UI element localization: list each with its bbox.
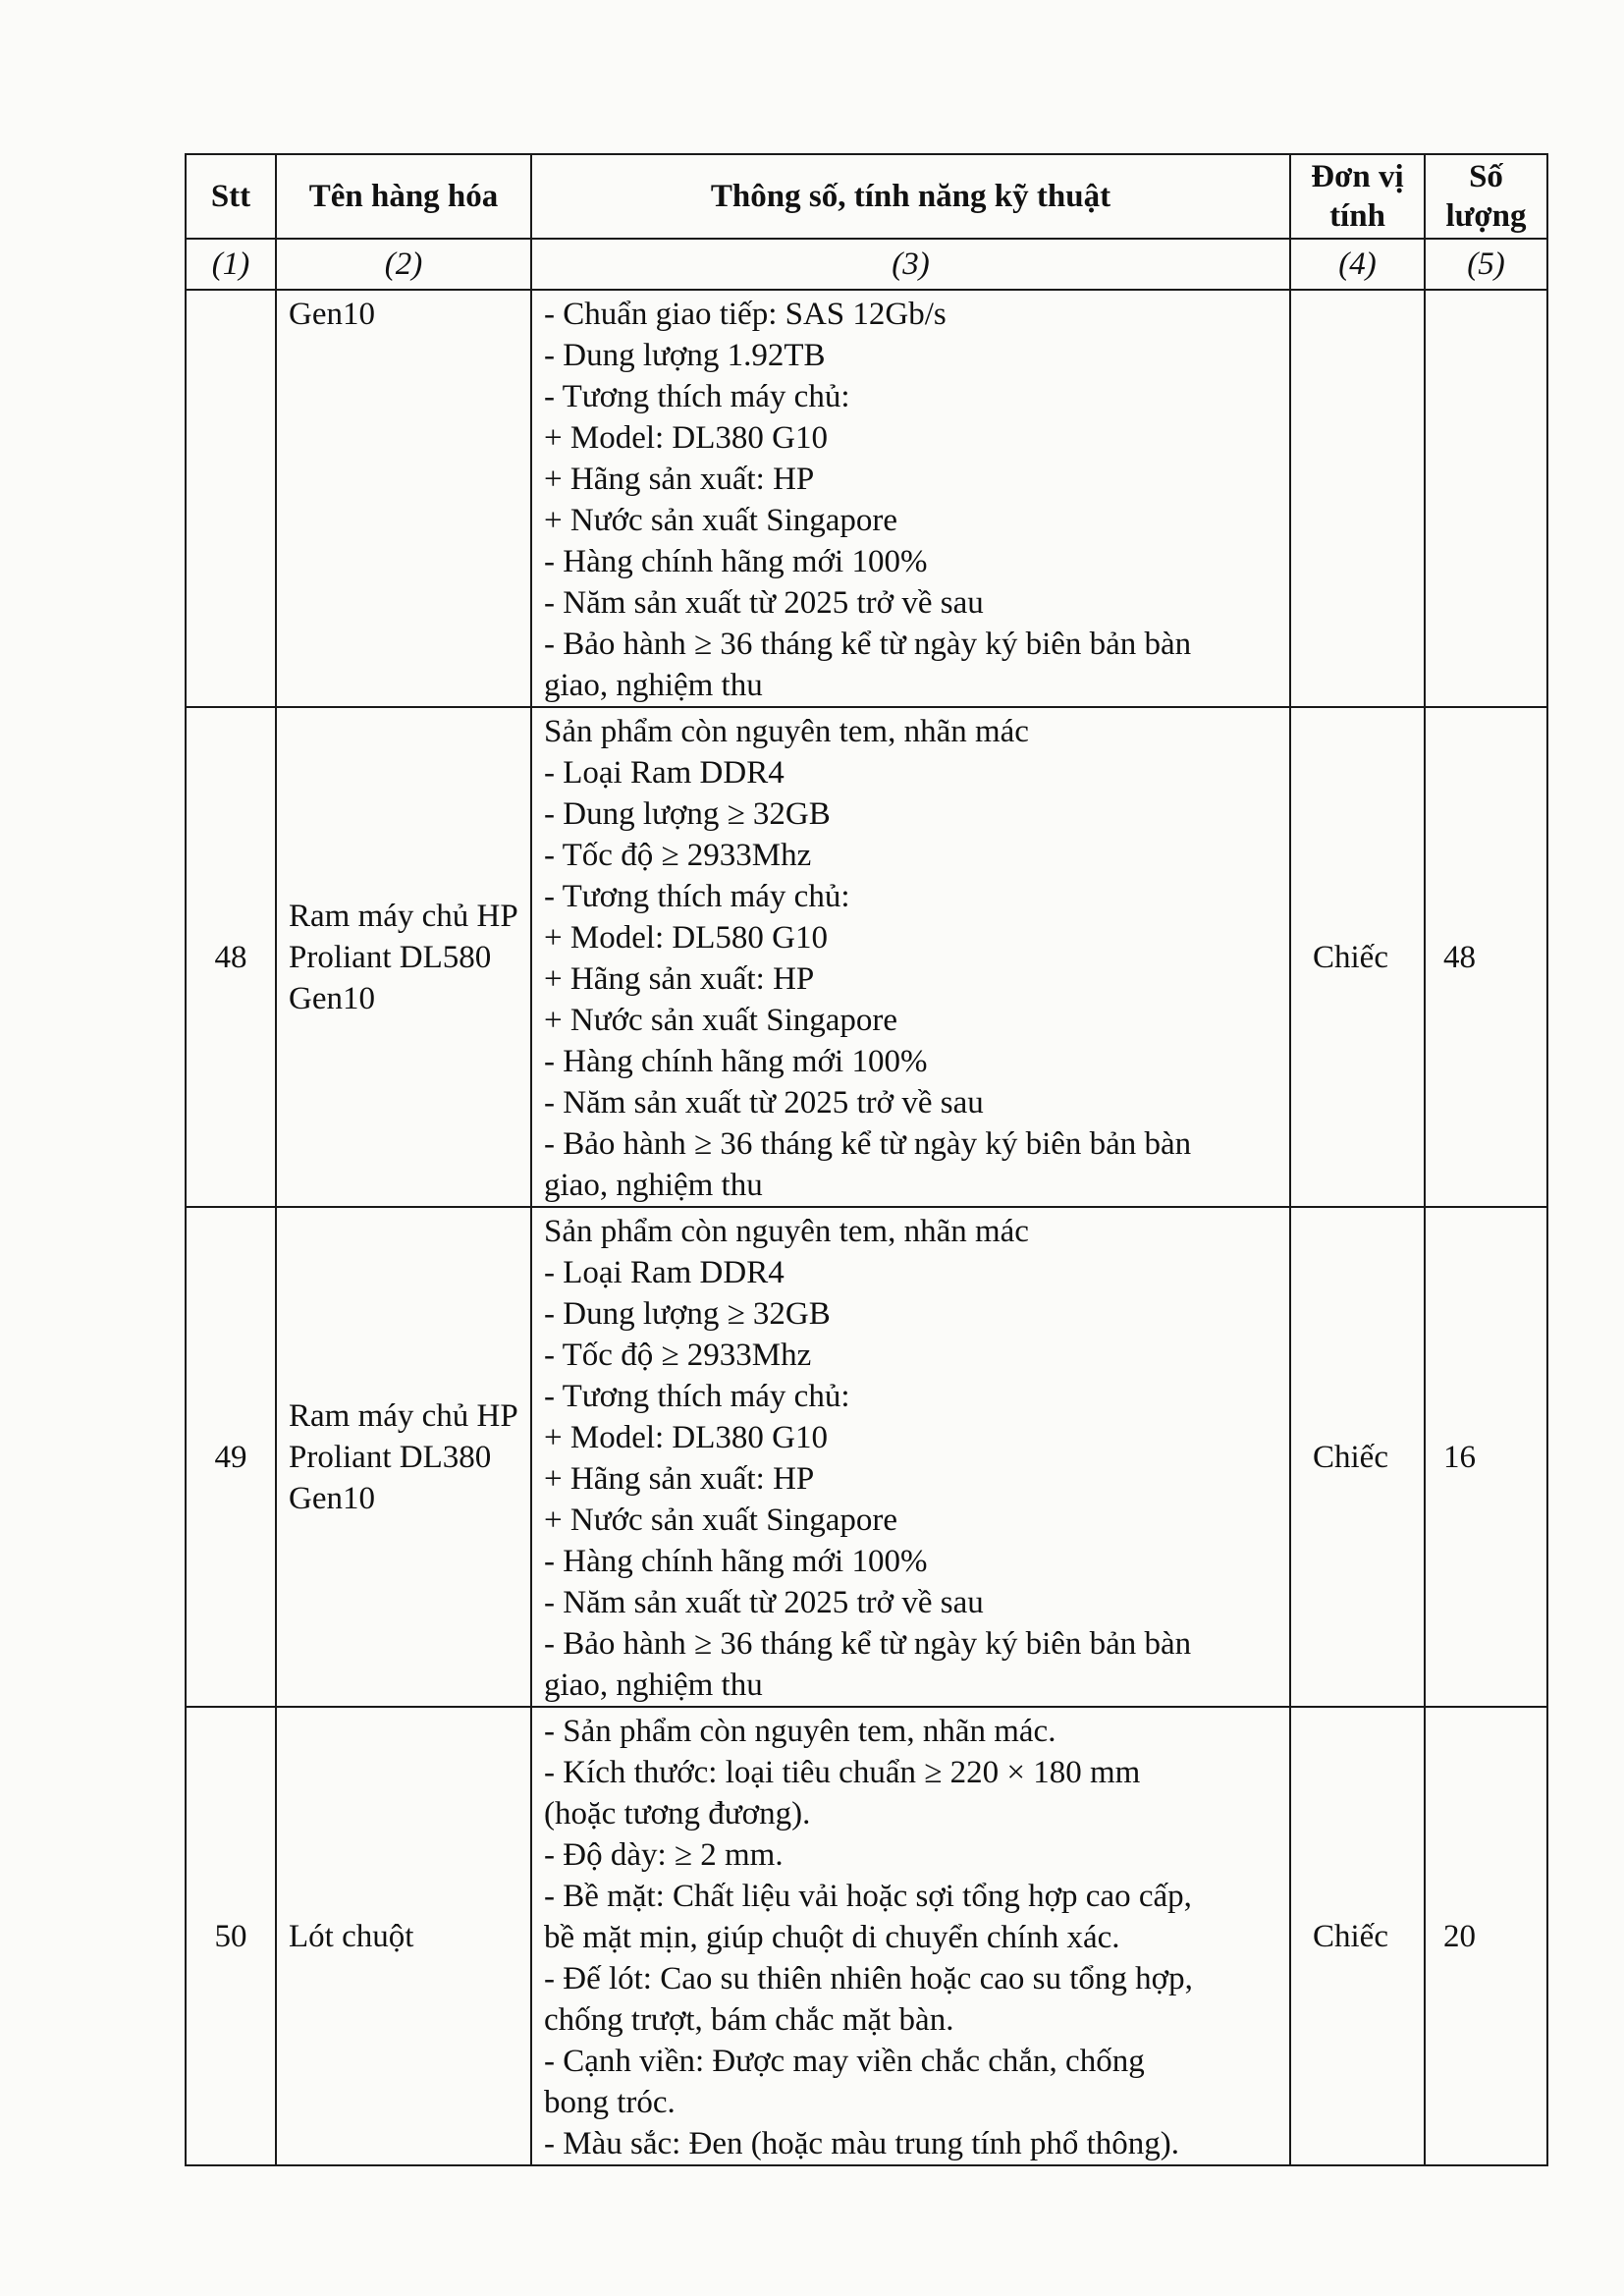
row-stt: 50	[186, 1707, 276, 2165]
row-name: Lót chuột	[276, 1707, 531, 2165]
spec-line: - Dung lượng ≥ 32GB	[544, 796, 831, 832]
spec-line: chống trượt, bám chắc mặt bàn.	[544, 2002, 954, 2038]
spec-line: - Dung lượng ≥ 32GB	[544, 1296, 831, 1332]
spec-line: - Dung lượng 1.92TB	[544, 338, 826, 373]
spec-line: bong tróc.	[544, 2085, 676, 2120]
spec-line: + Hãng sản xuất: HP	[544, 1461, 815, 1497]
spec-line: + Nước sản xuất Singapore	[544, 1003, 898, 1038]
spec-line: - Kích thước: loại tiêu chuẩn ≥ 220 × 180 mm	[544, 1755, 1141, 1790]
row-spec	[531, 707, 1290, 1207]
spec-line: - Năm sản xuất từ 2025 trở về sau	[544, 585, 984, 621]
spec-line: - Độ dày: ≥ 2 mm.	[544, 1837, 784, 1873]
row-stt	[186, 290, 276, 707]
spec-line: - Cạnh viền: Được may viền chắc chắn, chống	[544, 2044, 1145, 2079]
spec-line: + Model: DL380 G10	[544, 420, 829, 456]
spec-line: + Hãng sản xuất: HP	[544, 462, 815, 497]
spec-line: - Tương thích máy chủ:	[544, 1379, 850, 1414]
table-row	[186, 1207, 1547, 1707]
spec-line: - Tốc độ ≥ 2933Mhz	[544, 1338, 812, 1373]
column-number: (1)	[186, 239, 276, 290]
header-unit: Đơn vị tính	[1290, 154, 1425, 239]
row-unit: Chiếc	[1290, 1707, 1425, 2165]
row-qty: 16	[1425, 1207, 1547, 1707]
row-qty: 48	[1425, 707, 1547, 1207]
spec-line: - Loại Ram DDR4	[544, 755, 785, 791]
row-unit	[1290, 290, 1425, 707]
table-row	[186, 290, 1547, 707]
spec-line: - Tương thích máy chủ:	[544, 879, 850, 914]
spec-line: - Bảo hành ≥ 36 tháng kể từ ngày ký biên bản bàn	[544, 1626, 1192, 1662]
spec-line: + Model: DL380 G10	[544, 1420, 829, 1455]
spec-line: + Nước sản xuất Singapore	[544, 1503, 898, 1538]
spec-line: bề mặt mịn, giúp chuột di chuyển chính xác.	[544, 1920, 1120, 1955]
header-qty: Số lượng	[1425, 154, 1547, 239]
row-name: Ram máy chủ HP Proliant DL580 Gen10	[276, 707, 531, 1207]
spec-table	[185, 153, 1548, 2166]
table-row	[186, 1707, 1547, 2165]
row-unit: Chiếc	[1290, 707, 1425, 1207]
header-name: Tên hàng hóa	[276, 154, 531, 239]
spec-line: giao, nghiệm thu	[544, 1667, 763, 1703]
spec-line: - Bảo hành ≥ 36 tháng kể từ ngày ký biên bản bàn	[544, 627, 1192, 662]
spec-line: + Nước sản xuất Singapore	[544, 503, 898, 538]
header-stt: Stt	[186, 154, 276, 239]
spec-line: - Năm sản xuất từ 2025 trở về sau	[544, 1585, 984, 1620]
spec-line: - Bề mặt: Chất liệu vải hoặc sợi tổng hợp cao cấp,	[544, 1879, 1192, 1914]
spec-line: giao, nghiệm thu	[544, 668, 763, 703]
row-name: Gen10	[276, 290, 531, 707]
spec-line: - Năm sản xuất từ 2025 trở về sau	[544, 1085, 984, 1121]
spec-line: - Loại Ram DDR4	[544, 1255, 785, 1290]
column-number: (4)	[1290, 239, 1425, 290]
row-unit: Chiếc	[1290, 1207, 1425, 1707]
spec-line: Sản phẩm còn nguyên tem, nhãn mác	[544, 714, 1029, 749]
spec-line: - Hàng chính hãng mới 100%	[544, 1544, 928, 1579]
header-spec: Thông số, tính năng kỹ thuật	[531, 154, 1290, 239]
spec-line: - Đế lót: Cao su thiên nhiên hoặc cao su tổng hợp,	[544, 1961, 1193, 1996]
row-stt: 49	[186, 1207, 276, 1707]
row-spec	[531, 1207, 1290, 1707]
row-qty	[1425, 290, 1547, 707]
column-number: (2)	[276, 239, 531, 290]
spec-line: - Tương thích máy chủ:	[544, 379, 850, 414]
spec-line: - Tốc độ ≥ 2933Mhz	[544, 838, 812, 873]
row-stt: 48	[186, 707, 276, 1207]
column-number: (5)	[1425, 239, 1547, 290]
spec-line: - Bảo hành ≥ 36 tháng kể từ ngày ký biên bản bàn	[544, 1126, 1192, 1162]
spec-line: - Chuẩn giao tiếp: SAS 12Gb/s	[544, 297, 947, 332]
row-spec	[531, 1707, 1290, 2165]
spec-line: giao, nghiệm thu	[544, 1168, 763, 1203]
spec-line: - Hàng chính hãng mới 100%	[544, 544, 928, 579]
header-row	[186, 154, 1547, 239]
row-spec	[531, 290, 1290, 707]
spec-line: Sản phẩm còn nguyên tem, nhãn mác	[544, 1214, 1029, 1249]
spec-line: - Màu sắc: Đen (hoặc màu trung tính phổ thông).	[544, 2126, 1180, 2161]
spec-line: + Model: DL580 G10	[544, 920, 829, 956]
spec-line: - Sản phẩm còn nguyên tem, nhãn mác.	[544, 1714, 1056, 1749]
table-row	[186, 707, 1547, 1207]
spec-line: (hoặc tương đương).	[544, 1796, 811, 1831]
row-qty: 20	[1425, 1707, 1547, 2165]
row-name: Ram máy chủ HP Proliant DL380 Gen10	[276, 1207, 531, 1707]
column-number: (3)	[531, 239, 1290, 290]
spec-line: + Hãng sản xuất: HP	[544, 961, 815, 997]
spec-line: - Hàng chính hãng mới 100%	[544, 1044, 928, 1079]
column-number-row	[186, 239, 1547, 290]
